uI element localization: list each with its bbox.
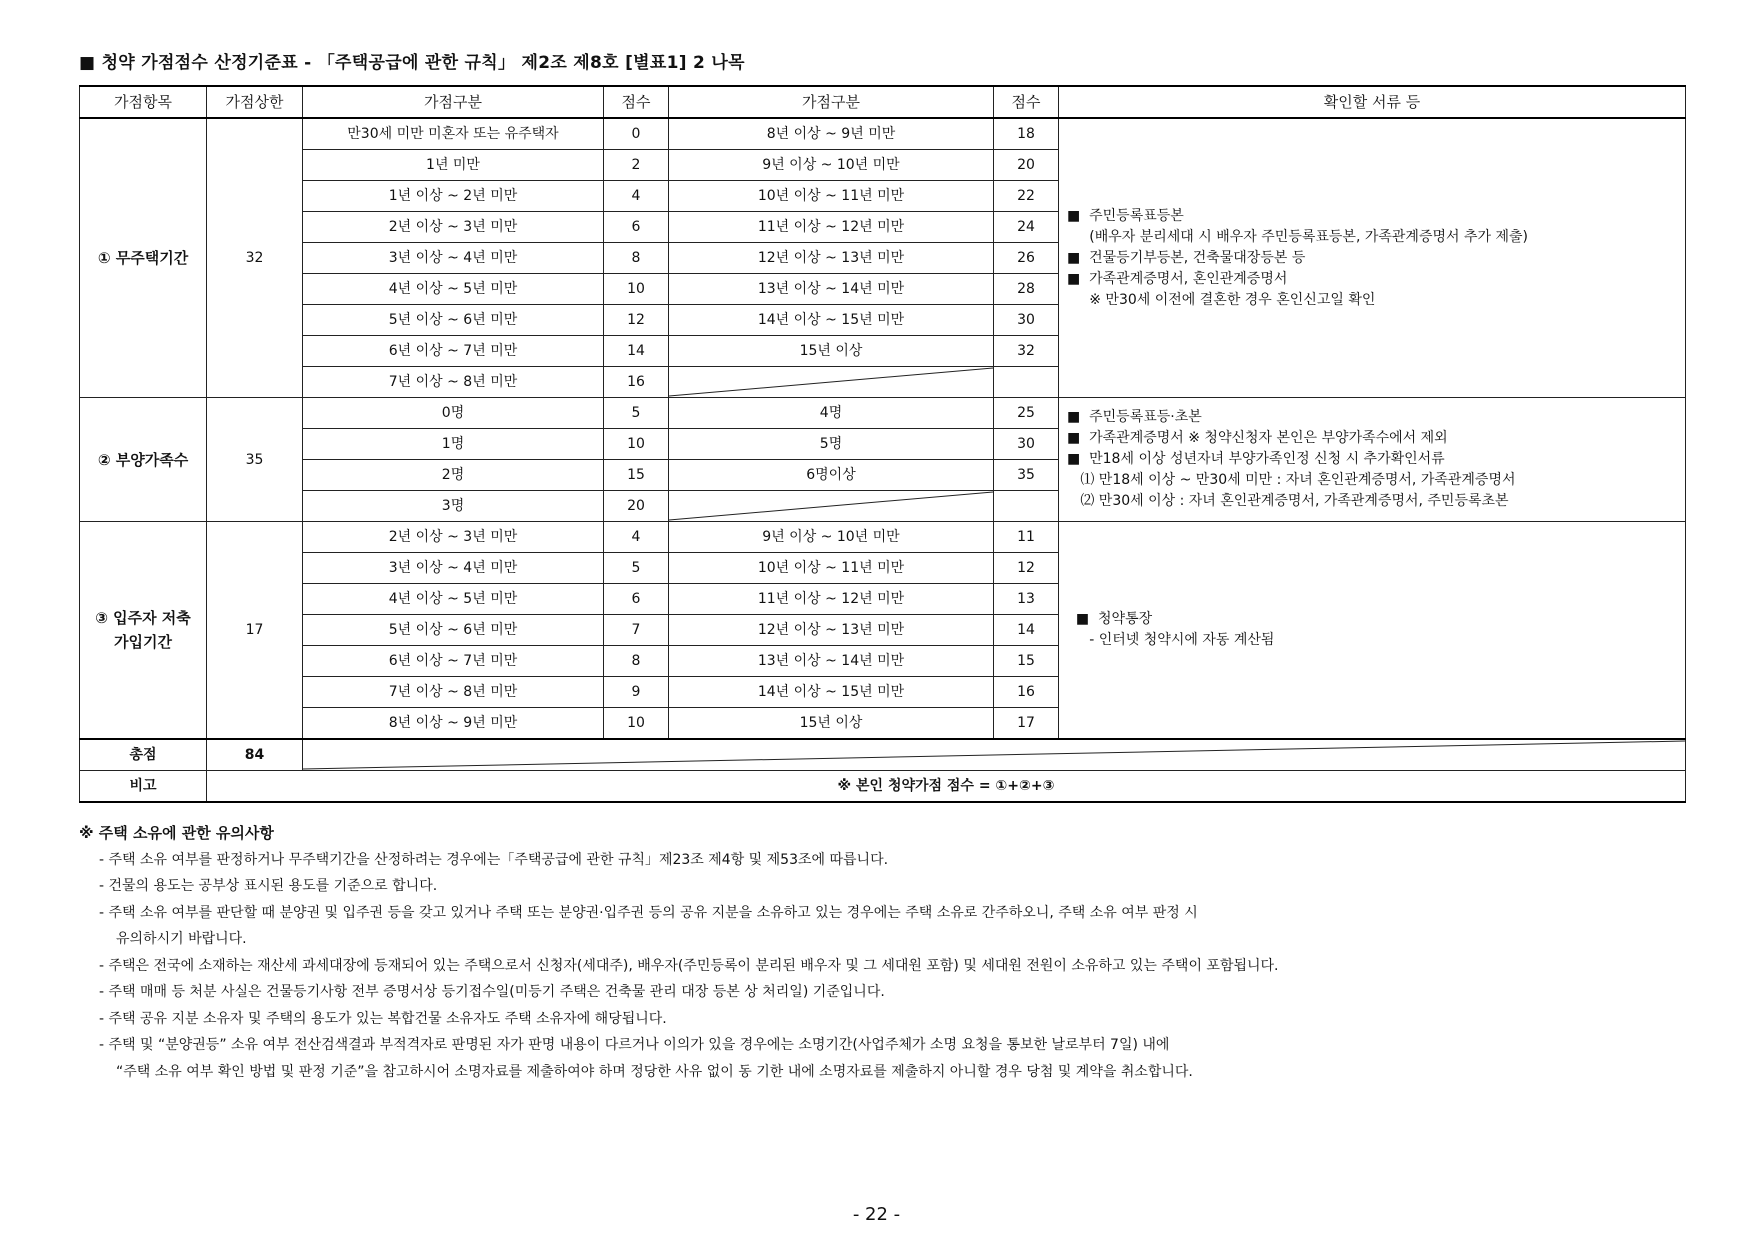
score-1-cell: 15 [604,460,669,491]
header-category-2: 가점구분 [669,86,994,118]
category-1-cell: 6년 이상 ~ 7년 미만 [303,646,604,677]
score-1-cell: 16 [604,367,669,398]
document-line: ⑴ 만18세 이상 ~ 만30세 미만 : 자녀 혼인관계증명서, 가족관계증명서 [1067,472,1516,488]
note-item: - 주택 소유 여부를 판정하거나 무주택기간을 산정하려는 경우에는「주택공급에 관한 규칙」제23조 제4항 및 제53조에 따릅니다. [99,851,889,868]
category-2-cell: 11년 이상 ~ 12년 미만 [669,584,994,615]
score-1-cell: 9 [604,677,669,708]
section-item-label: ② 부양가족수 [80,398,207,522]
score-2-cell: 17 [994,708,1059,740]
score-1-cell: 8 [604,243,669,274]
score-1-cell: 6 [604,212,669,243]
score-1-cell: 8 [604,646,669,677]
category-2-cell: 12년 이상 ~ 13년 미만 [669,243,994,274]
category-2-cell: 11년 이상 ~ 12년 미만 [669,212,994,243]
section-cap-value: 35 [207,398,303,522]
empty-diagonal-cell [669,491,994,522]
document-line: ■ 만18세 이상 성년자녀 부양가족인정 신청 시 추가확인서류 [1067,451,1445,467]
total-row [80,739,1686,771]
note-item: - 주택 소유 여부를 판단할 때 분양권 및 입주권 등을 갖고 있거나 주택 또는 분양권·입주권 등의 공유 지분을 소유하고 있는 경우에는 주택 소유로 간주하오니, 주택 소유 여부 판정 시 [99,904,1198,921]
category-2-cell: 9년 이상 ~ 10년 미만 [669,522,994,553]
score-table [79,85,1686,803]
section-item-label: ③ 입주자 저축 가입기간 [80,522,207,740]
header-category-1: 가점구분 [303,86,604,118]
category-1-cell: 3명 [303,491,604,522]
category-1-cell: 1명 [303,429,604,460]
score-2-cell [994,491,1059,522]
total-empty-diagonal [303,739,1686,771]
notes-list [79,847,1699,1086]
score-2-cell: 20 [994,150,1059,181]
score-1-cell: 10 [604,708,669,740]
remark-row [80,771,1686,803]
remark-value: ※ 본인 청약가점 점수 = ①+②+③ [207,771,1686,803]
document-line: ※ 만30세 이전에 결혼한 경우 혼인신고일 확인 [1067,291,1376,308]
category-2-cell: 12년 이상 ~ 13년 미만 [669,615,994,646]
document-line: ■ 청약통장 [1067,611,1153,627]
score-1-cell: 0 [604,118,669,150]
page-number: - 22 - [852,1204,901,1225]
score-2-cell: 12 [994,553,1059,584]
score-2-cell [994,367,1059,398]
note-item: - 건물의 용도는 공부상 표시된 용도를 기준으로 합니다. [99,878,438,894]
score-1-cell: 14 [604,336,669,367]
document-line: ⑵ 만30세 이상 : 자녀 혼인관계증명서, 가족관계증명서, 주민등록초본 [1067,493,1509,509]
category-1-cell: 0명 [303,398,604,429]
category-1-cell: 6년 이상 ~ 7년 미만 [303,336,604,367]
score-1-cell: 20 [604,491,669,522]
category-1-cell: 7년 이상 ~ 8년 미만 [303,367,604,398]
category-2-cell: 5명 [669,429,994,460]
note-item: - 주택은 전국에 소재하는 재산세 과세대장에 등재되어 있는 주택으로서 신청자(세대주), 배우자(주민등록이 분리된 배우자 및 그 세대원 포함) 및 세대원 전원이 소유하고 있는 주택이 포함됩니다. [99,957,1279,974]
category-2-cell: 15년 이상 [669,708,994,740]
score-2-cell: 22 [994,181,1059,212]
score-2-cell: 28 [994,274,1059,305]
score-1-cell: 4 [604,522,669,553]
header-cap: 가점상한 [207,86,303,118]
table-row [80,522,1686,553]
header-score-1: 점수 [604,86,669,118]
score-1-cell: 10 [604,429,669,460]
score-1-cell: 6 [604,584,669,615]
header-score-2: 점수 [994,86,1059,118]
score-2-cell: 24 [994,212,1059,243]
score-1-cell: 12 [604,305,669,336]
notes-heading: ※ 주택 소유에 관한 유의사항 [79,824,274,842]
score-2-cell: 30 [994,429,1059,460]
score-1-cell: 7 [604,615,669,646]
section-cap-value: 32 [207,118,303,398]
score-2-cell: 18 [994,118,1059,150]
category-1-cell: 1년 이상 ~ 2년 미만 [303,181,604,212]
note-item: - 주택 매매 등 처분 사실은 건물등기사항 전부 증명서상 등기접수일(미등기 주택은 건축물 관리 대장 등본 상 처리일) 기준입니다. [99,984,885,1000]
ownership-notes [79,820,1699,1085]
category-1-cell: 1년 미만 [303,150,604,181]
category-1-cell: 3년 이상 ~ 4년 미만 [303,243,604,274]
score-2-cell: 16 [994,677,1059,708]
score-2-cell: 14 [994,615,1059,646]
category-1-cell: 3년 이상 ~ 4년 미만 [303,553,604,584]
document-line: ■ 가족관계증명서 ※ 청약신청자 본인은 부양가족수에서 제외 [1067,430,1448,446]
document-line: ■ 주민등록표등본 [1067,207,1184,224]
category-1-cell: 5년 이상 ~ 6년 미만 [303,615,604,646]
category-1-cell: 8년 이상 ~ 9년 미만 [303,708,604,740]
score-1-cell: 2 [604,150,669,181]
category-2-cell: 13년 이상 ~ 14년 미만 [669,274,994,305]
section-cap-value: 17 [207,522,303,740]
category-1-cell: 5년 이상 ~ 6년 미만 [303,305,604,336]
header-documents: 확인할 서류 등 [1059,86,1686,118]
total-value: 84 [207,739,303,771]
page-title: ■ 청약 가점점수 산정기준표 - 「주택공급에 관한 규칙」 제2조 제8호 [별표1] 2 나목 [79,53,745,73]
category-2-cell: 13년 이상 ~ 14년 미만 [669,646,994,677]
category-2-cell: 15년 이상 [669,336,994,367]
document-line: (배우자 분리세대 시 배우자 주민등록표등본, 가족관계증명서 추가 제출) [1067,228,1528,245]
score-2-cell: 11 [994,522,1059,553]
table-row [80,118,1686,150]
note-item: “주택 소유 여부 확인 방법 및 판정 기준”을 참고하시어 소명자료를 제출하여야 하며 정당한 사유 없이 동 기한 내에 소명자료를 제출하지 아니할 경우 당첨 및 계약을 취소합니다. [116,1063,1193,1080]
total-label: 총점 [80,739,207,771]
required-documents [1059,522,1686,740]
category-1-cell: 만30세 미만 미혼자 또는 유주택자 [303,118,604,150]
score-1-cell: 5 [604,553,669,584]
category-1-cell: 2명 [303,460,604,491]
category-2-cell: 10년 이상 ~ 11년 미만 [669,181,994,212]
note-item: - 주택 및 “분양권등” 소유 여부 전산검색결과 부적격자로 판명된 자가 판명 내용이 다르거나 이의가 있을 경우에는 소명기간(사업주체가 소명 요청을 통보한 날로부터 7일) 내에 [99,1037,1170,1053]
score-2-cell: 30 [994,305,1059,336]
score-1-cell: 5 [604,398,669,429]
category-1-cell: 7년 이상 ~ 8년 미만 [303,677,604,708]
document-line: ■ 건물등기부등본, 건축물대장등본 등 [1067,249,1306,266]
category-2-cell: 4명 [669,398,994,429]
table-row [80,398,1686,429]
score-2-cell: 13 [994,584,1059,615]
document-line: ■ 주민등록표등·초본 [1067,409,1202,425]
score-2-cell: 26 [994,243,1059,274]
category-2-cell: 9년 이상 ~ 10년 미만 [669,150,994,181]
remark-label: 비고 [80,771,207,803]
empty-diagonal-cell [669,367,994,398]
required-documents [1059,398,1686,522]
category-1-cell: 4년 이상 ~ 5년 미만 [303,274,604,305]
required-documents [1059,118,1686,398]
score-1-cell: 10 [604,274,669,305]
header-item: 가점항목 [80,86,207,118]
category-2-cell: 14년 이상 ~ 15년 미만 [669,305,994,336]
category-2-cell: 10년 이상 ~ 11년 미만 [669,553,994,584]
score-2-cell: 35 [994,460,1059,491]
document-line: - 인터넷 청약시에 자동 계산됨 [1067,632,1275,648]
score-1-cell: 4 [604,181,669,212]
category-2-cell: 8년 이상 ~ 9년 미만 [669,118,994,150]
note-item: - 주택 공유 지분 소유자 및 주택의 용도가 있는 복합건물 소유자도 주택 소유자에 해당됩니다. [99,1010,667,1027]
score-2-cell: 15 [994,646,1059,677]
note-item: 유의하시기 바랍니다. [116,931,247,947]
category-2-cell: 14년 이상 ~ 15년 미만 [669,677,994,708]
category-1-cell: 2년 이상 ~ 3년 미만 [303,212,604,243]
category-2-cell: 6명이상 [669,460,994,491]
category-1-cell: 4년 이상 ~ 5년 미만 [303,584,604,615]
table-header-row [80,86,1686,118]
score-2-cell: 25 [994,398,1059,429]
document-line: ■ 가족관계증명서, 혼인관계증명서 [1067,270,1288,287]
section-item-label: ① 무주택기간 [80,118,207,398]
score-2-cell: 32 [994,336,1059,367]
category-1-cell: 2년 이상 ~ 3년 미만 [303,522,604,553]
